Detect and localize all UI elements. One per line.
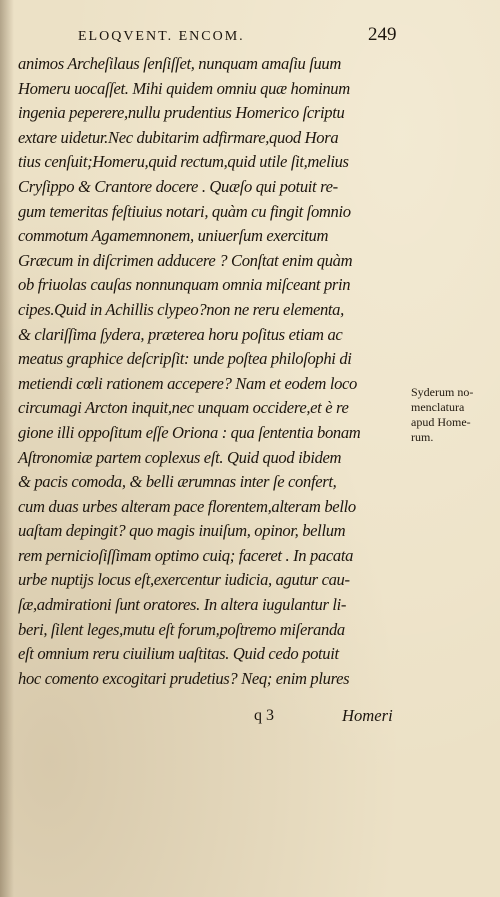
signature-mark: q 3 <box>254 707 274 724</box>
text-line: cipes.Quid in Achillis clypeo?non ne reru elementa, <box>18 299 344 319</box>
running-head: ELOQVENT. ENCOM. <box>78 29 245 44</box>
text-line: hoc comento excogitari prudetius? Neq; enim plures <box>18 668 350 688</box>
text-line: extare uidetur.Nec dubitarim adfirmare,quod Hora <box>18 127 339 147</box>
text-line: meatus graphice deſcripſit: unde poſtea philoſophi di <box>18 349 352 369</box>
text-line: ob friuolas cauſas nonnunquam omnia miſceant prin <box>18 275 351 295</box>
catchword: Homeri <box>342 706 393 725</box>
text-line: eſt omnium reru ciuilium uaſtitas. Quid cedo potuit <box>18 644 339 664</box>
text-line: urbe nuptijs locus eſt,exercentur iudicia, agutur cau- <box>18 570 350 590</box>
margin-note-line: rum. <box>411 430 434 444</box>
text-line: rem pernicioſiſſimam optimo cuiq; faceret . In pacata <box>18 545 354 565</box>
margin-note-line: apud Home- <box>411 415 471 429</box>
page-number: 249 <box>368 24 397 45</box>
text-line: circumagi Arcton inquit,nec unquam occidere,et è re <box>18 398 349 418</box>
text-line: animos Archeſilaus ſenſiſſet, nunquam amaſiu ſuum <box>18 54 342 73</box>
text-line: ſæ,admirationi ſunt oratores. In altera iugulantur li- <box>18 595 347 615</box>
text-line: & pacis comoda, & belli ærumnas inter ſe confert, <box>18 472 337 492</box>
text-line: gum temeritas feſtiuius notari, quàm cu fingit ſomnio <box>18 201 351 221</box>
margin-note-line: Syderum no- <box>411 385 474 399</box>
text-line: gione illi oppoſitum eſſe Oriona : qua ſententia bonam <box>18 422 361 442</box>
text-line: Aſtronomiæ partem coplexus eſt. Quid quod ibidem <box>18 447 342 467</box>
main-text-block <box>18 52 406 691</box>
text-line: Græcum in diſcrimen adducere ? Conſtat enim quàm <box>18 250 353 270</box>
text-line: Homeru uocaſſet. Mihi quidem omniu quæ hominum <box>18 78 350 98</box>
text-line: tius cenſuit;Homeru,quid rectum,quid utile ſit,melius <box>18 152 349 172</box>
text-line: Cryſippo & Crantore docere . Quæſo qui potuit re- <box>18 176 338 196</box>
text-line: metiendi cœli rationem accepere? Nam et eodem loco <box>18 373 358 393</box>
text-line: beri, ſilent leges,mutu eſt forum,poſtremo miſeranda <box>18 619 345 639</box>
text-line: cum duas urbes alteram pace florentem,alteram bello <box>18 496 356 516</box>
text-line: & clariſſima ſydera, præterea horu poſitus etiam ac <box>18 324 343 344</box>
text-line: commotum Agamemnonem, uniuerſum exercitum <box>18 226 329 246</box>
margin-note <box>411 385 500 445</box>
gutter-shadow <box>0 0 14 897</box>
text-line: uaſtam depingit? quo magis inuiſum, opinor, bellum <box>18 521 346 541</box>
text-line: ingenia peperere,nullu prudentius Homerico ſcriptu <box>18 103 345 123</box>
margin-note-line: menclatura <box>411 400 465 414</box>
